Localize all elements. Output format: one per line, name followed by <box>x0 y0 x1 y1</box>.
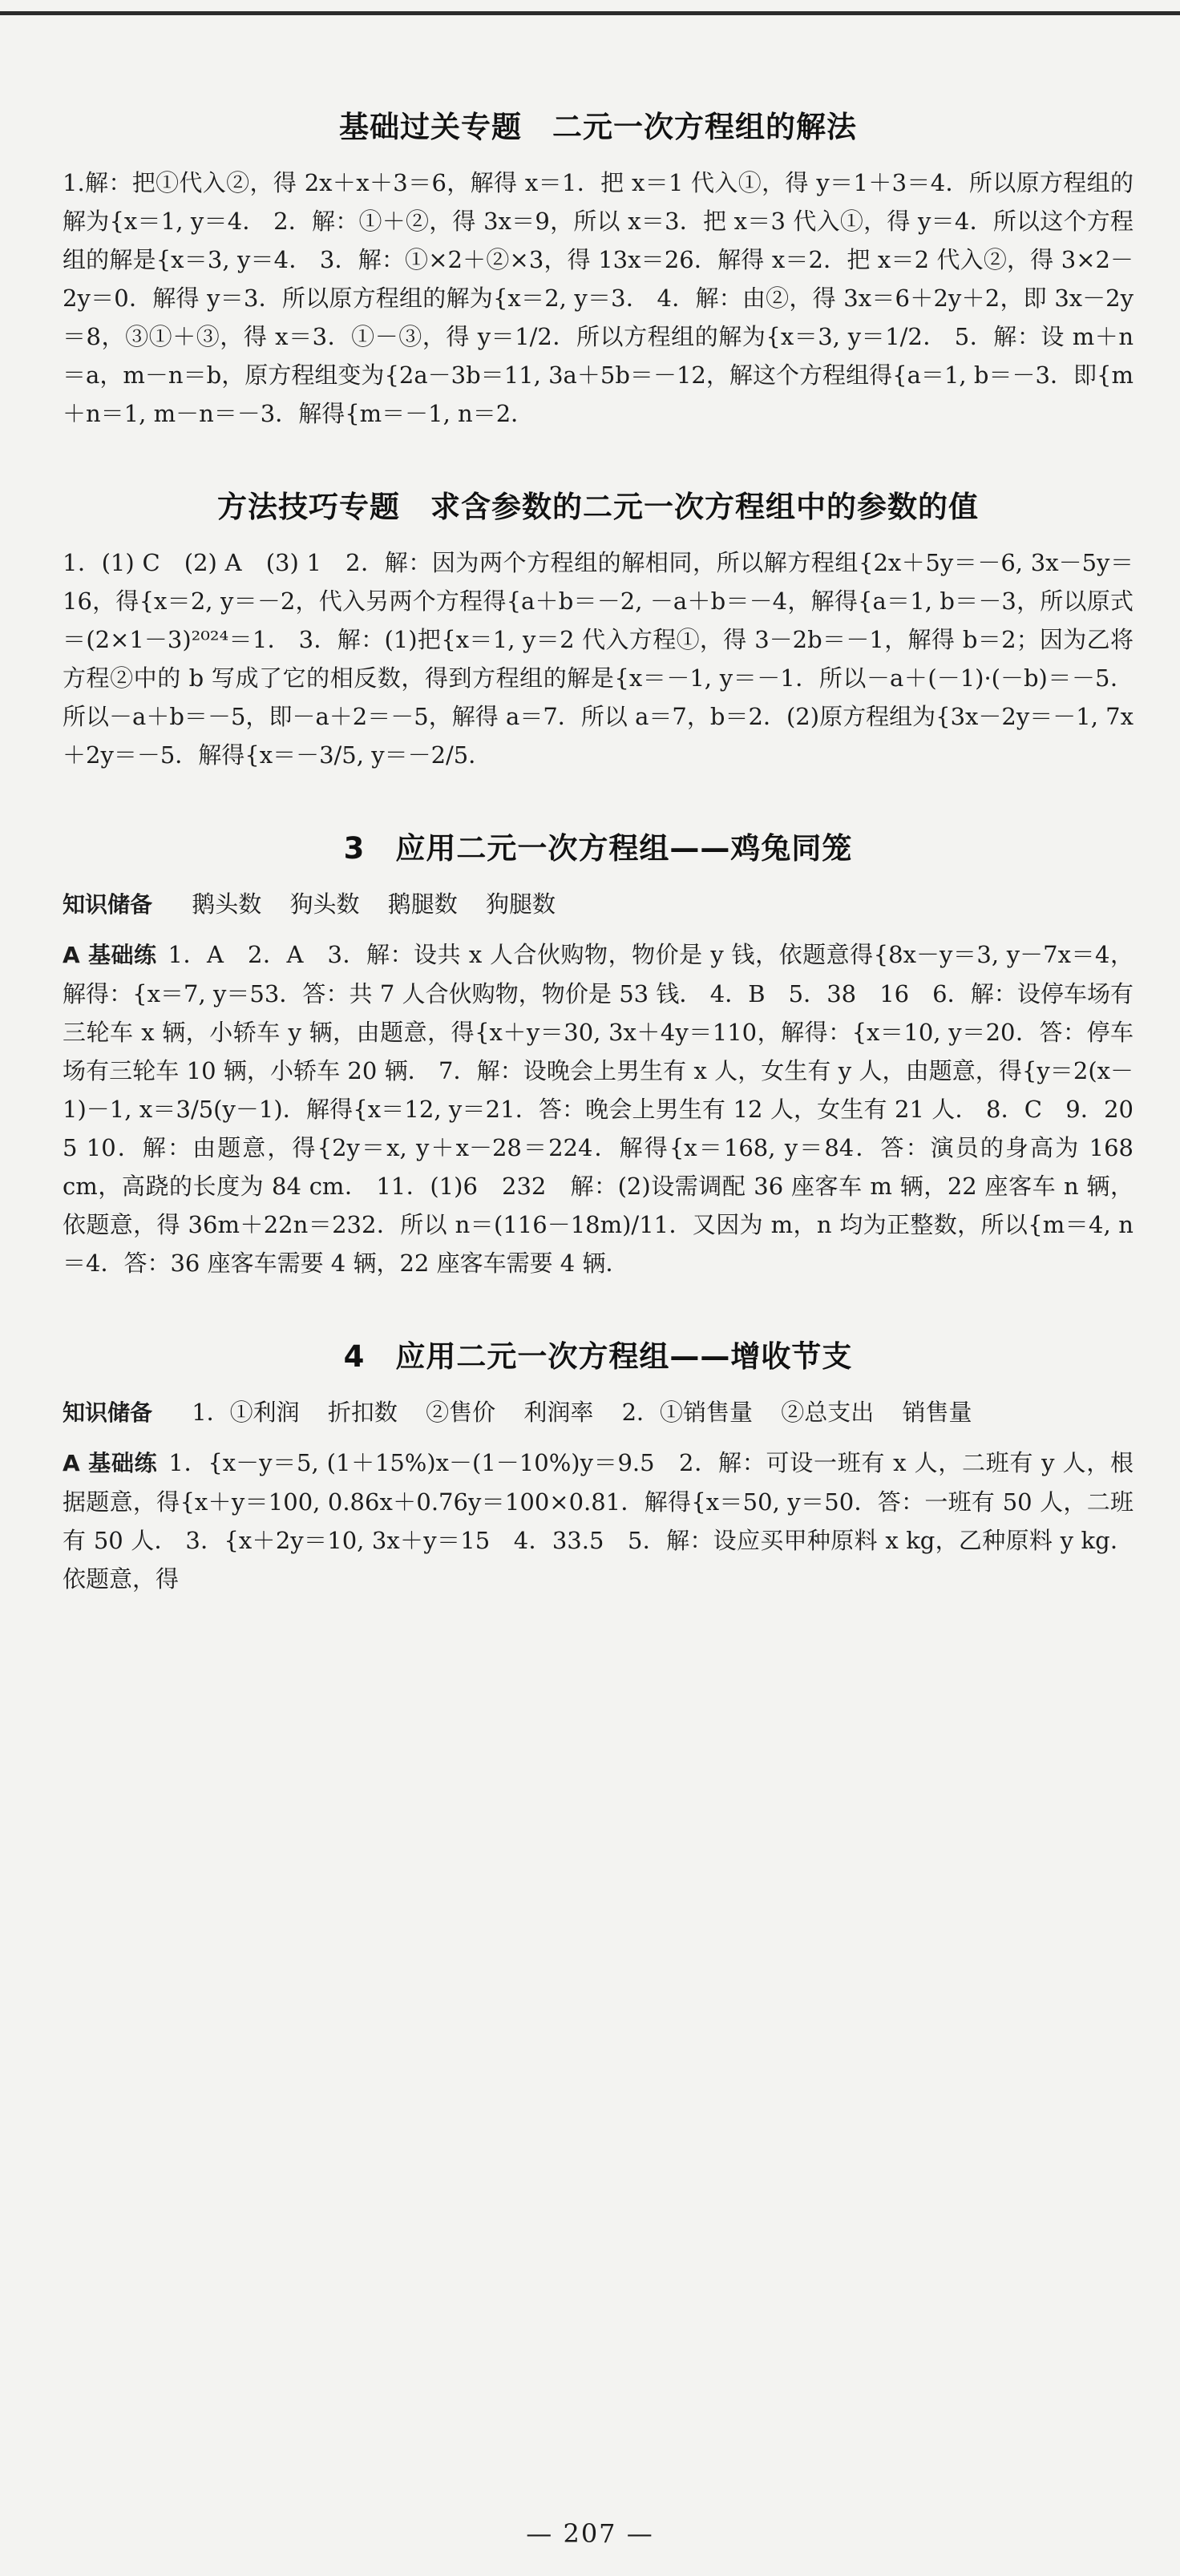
section-4-text: 1．{x－y＝5, (1＋15%)x－(1－10%)y＝9.5 2．解：可设一班有 x 人，二班有 y 人，根据题意，得{x＋y＝100, 0.86x＋0.76y＝100×0.81．解得{x＝50, y＝50．答：一班有 50 人，二班有 50 人． 3．{x＋2y＝10, 3x＋y＝15 4．33.5 5．解：设应买甲种原料 x kg，乙种原料 y kg．依题意，得 <box>63 1449 1134 1593</box>
knowledge-item: ②售价 <box>426 1399 496 1426</box>
knowledge-row-3 <box>63 885 1134 924</box>
section-3-text: 1．A 2．A 3．解：设共 x 人合伙购物，物价是 y 钱，依题意得{8x－y＝3, y－7x＝4，解得：{x＝7, y＝53．答：共 7 人合伙购物，物价是 53 钱． 4．B 5．38 16 6．解：设停车场有三轮车 x 辆，小轿车 y 辆，由题意，得{x＋y＝30, 3x＋4y＝110，解得：{x＝10, y＝20．答：停车场有三轮车 10 辆，小轿车 20 辆． 7．解：设晚会上男生有 x 人，女生有 y 人，由题意，得{y＝2(x－1)－1, x＝3/5(y－1)．解得{x＝12, y＝21．答：晚会上男生有 12 人，女生有 21 人． 8．C 9．20 5 10．解：由题意，得{2y＝x, y＋x－28＝224．解得{x＝168, y＝84．答：演员的身高为 168 cm，高跷的长度为 84 cm． 11．(1)6 232 解：(2)设需调配 36 座客车 m 辆，22 座客车 n 辆，依题意，得 36m＋22n＝232．所以 n＝(116－18m)/11．又因为 m，n 均为正整数，所以{m＝4, n＝4．答：36 座客车需要 4 辆，22 座客车需要 4 辆． <box>63 941 1158 1277</box>
section-1-answers: 1.解：把①代入②，得 2x＋x＋3＝6，解得 x＝1．把 x＝1 代入①，得 y＝1＋3＝4．所以原方程组的解为{x＝1, y＝4． 2．解：①＋②，得 3x＝9，所以 x＝3．把 x＝3 代入①，得 y＝4．所以这个方程组的解是{x＝3, y＝4． 3．解：①×2＋②×3，得 13x＝26．解得 x＝2．把 x＝2 代入②，得 3×2－2y＝0．解得 y＝3．所以原方程组的解为{x＝2, y＝3． 4．解：由②，得 3x＝6＋2y＋2，即 3x－2y＝8，③①＋③，得 x＝3．①－③，得 y＝1/2．所以方程组的解为{x＝3, y＝1/2． 5．解：设 m＋n＝a，m－n＝b，原方程组变为{2a－3b＝11, 3a＋5b＝－12，解这个方程组得{a＝1, b＝－3．即{m＋n＝1, m－n＝－3．解得{m＝－1, n＝2． <box>63 169 1134 427</box>
top-border-line <box>0 11 1180 15</box>
knowledge-item: ②总支出 <box>781 1399 875 1426</box>
knowledge-row-4 <box>63 1393 1134 1432</box>
knowledge-item: 销售量 <box>902 1399 972 1426</box>
knowledge-item: 2．①销售量 <box>621 1399 754 1426</box>
basic-label: A 基础练 <box>63 1450 158 1476</box>
section-2-answers: 1．(1) C (2) A (3) 1 2．解：因为两个方程组的解相同，所以解方程组{2x＋5y＝－6, 3x－5y＝16，得{x＝2, y＝－2，代入另两个方程得{a＋b＝－2, －a＋b＝－4，解得{a＝1, b＝－3，所以原式＝(2×1－3)²⁰²⁴＝1． 3．解：(1)把{x＝1, y＝2 代入方程①，得 3－2b＝－1，解得 b＝2；因为乙将方程②中的 b 写成了它的相反数，得到方程组的解是{x＝－1, y＝－1．所以－a＋(－1)·(－b)＝－5．所以－a＋b＝－5，即－a＋2＝－5，解得 a＝7．所以 a＝7，b＝2．(2)原方程组为{3x－2y＝－1, 7x＋2y＝－5．解得{x＝－3/5, y＝－2/5． <box>63 549 1134 769</box>
knowledge-label: 知识储备 <box>63 1399 153 1426</box>
section-title-3: 3 应用二元一次方程组——鸡兔同笼 <box>343 831 853 866</box>
basic-label: A 基础练 <box>63 942 157 968</box>
section-title-1: 基础过关专题 二元一次方程组的解法 <box>339 110 857 144</box>
section-4-answers <box>63 1443 1134 1598</box>
section-3-answers <box>63 935 1158 1282</box>
knowledge-item: 狗头数 <box>289 890 360 918</box>
knowledge-label: 知识储备 <box>63 891 153 918</box>
knowledge-item: 1．①利润 <box>192 1399 300 1426</box>
knowledge-item: 鹅腿数 <box>387 890 458 918</box>
page-number: — 207 — <box>526 2518 654 2549</box>
knowledge-item: 利润率 <box>523 1399 594 1426</box>
knowledge-item: 狗腿数 <box>485 890 556 918</box>
knowledge-item: 鹅头数 <box>192 890 262 918</box>
section-title-4: 4 应用二元一次方程组——增收节支 <box>343 1339 853 1374</box>
knowledge-item: 折扣数 <box>327 1399 398 1426</box>
section-title-2: 方法技巧专题 求含参数的二元一次方程组中的参数的值 <box>217 490 979 524</box>
